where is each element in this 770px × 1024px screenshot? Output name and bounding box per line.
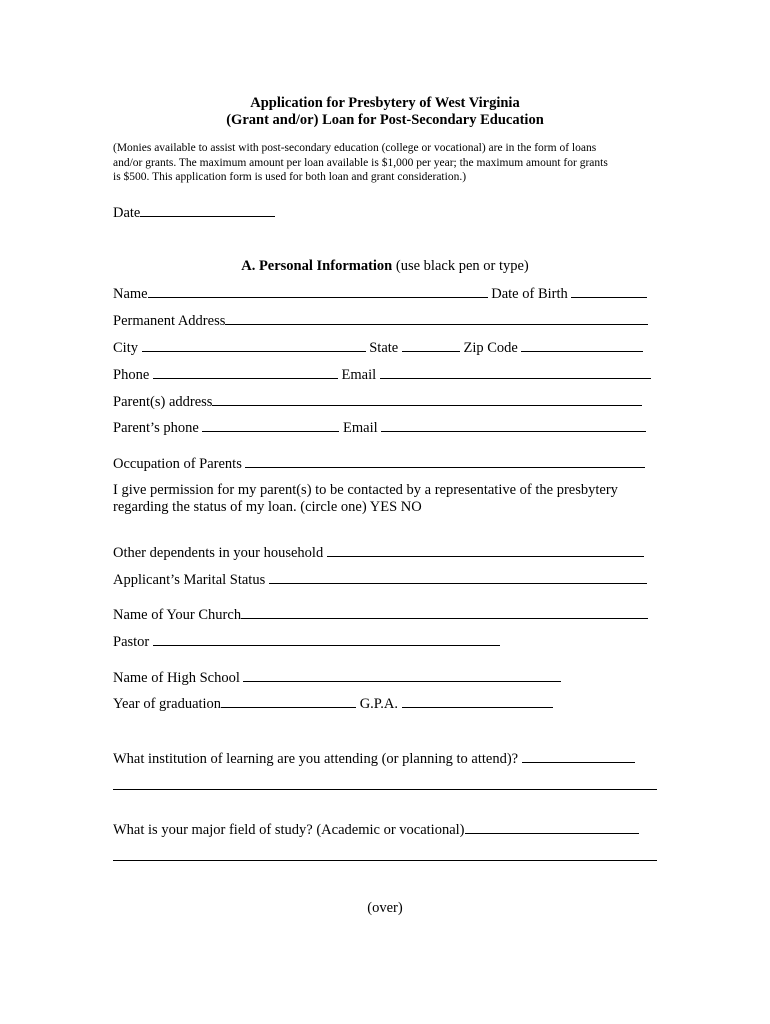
- permanent-address-label: Permanent Address: [113, 313, 226, 329]
- city-label: City: [113, 340, 142, 356]
- date-label: Date: [113, 205, 141, 221]
- date-row: [113, 203, 275, 222]
- zip-code-label: Zip Code: [459, 340, 522, 356]
- church-field[interactable]: [241, 605, 648, 619]
- email-field[interactable]: [380, 365, 651, 379]
- date-of-birth-label: Date of Birth: [487, 286, 572, 302]
- graduation-gpa-row: [113, 694, 553, 713]
- page-footer-over: (over): [367, 900, 403, 916]
- zip-code-field[interactable]: [521, 338, 643, 352]
- gpa-field[interactable]: [402, 694, 553, 708]
- church-row: [113, 605, 648, 624]
- name-row: [113, 284, 647, 303]
- year-of-graduation-field[interactable]: [221, 694, 356, 708]
- permanent-address-row: [113, 311, 648, 330]
- occupation-field[interactable]: [245, 454, 645, 468]
- pastor-field[interactable]: [153, 632, 500, 646]
- pastor-label: Pastor: [113, 634, 153, 650]
- major-row: [113, 820, 639, 839]
- phone-field[interactable]: [153, 365, 338, 379]
- occupation-row: [113, 454, 645, 473]
- occupation-label: Occupation of Parents: [113, 456, 246, 472]
- intro-line: and/or grants. The maximum amount per loan available is $1,000 per year; the maximum amount for grants: [113, 156, 608, 169]
- marital-status-row: [113, 570, 647, 589]
- email-label: Email: [337, 367, 380, 383]
- institution-label: What institution of learning are you attending (or planning to attend)?: [113, 751, 522, 767]
- church-label: Name of Your Church: [113, 607, 242, 623]
- major-field[interactable]: [465, 820, 639, 834]
- high-school-field[interactable]: [243, 668, 561, 682]
- other-dependents-row: [113, 543, 644, 562]
- high-school-row: [113, 668, 561, 687]
- phone-email-row: [113, 365, 651, 384]
- gpa-label: G.P.A.: [356, 696, 402, 712]
- date-of-birth-field[interactable]: [571, 284, 647, 298]
- parents-email-label: Email: [339, 420, 382, 436]
- state-field[interactable]: [402, 338, 460, 352]
- section-a-note: (use black pen or type): [392, 258, 529, 274]
- institution-continuation-field[interactable]: [113, 789, 657, 790]
- permanent-address-field[interactable]: [225, 311, 648, 325]
- intro-paragraph: [113, 141, 663, 185]
- date-field[interactable]: [140, 203, 275, 217]
- other-dependents-label: Other dependents in your household: [113, 545, 327, 561]
- parents-phone-label: Parent’s phone: [113, 420, 203, 436]
- intro-line: (Monies available to assist with post-secondary education (college or vocational) are in the form of loans: [113, 142, 597, 154]
- marital-status-field[interactable]: [269, 570, 647, 584]
- state-label: State: [365, 340, 402, 356]
- major-label: What is your major field of study? (Academic or vocational): [113, 822, 465, 838]
- city-state-zip-row: [113, 338, 643, 357]
- section-a-heading: [0, 258, 770, 275]
- parents-phone-email-row: [113, 418, 646, 437]
- intro-line: is $500. This application form is used for both loan and grant consideration.): [113, 171, 467, 183]
- form-title-line1: Application for Presbytery of West Virginia: [250, 95, 520, 111]
- institution-field[interactable]: [522, 749, 635, 763]
- high-school-label: Name of High School: [113, 670, 244, 686]
- parents-address-field[interactable]: [212, 392, 642, 406]
- name-field[interactable]: [148, 284, 488, 298]
- permission-line-2: regarding the status of my loan. (circle one) YES NO: [113, 499, 422, 515]
- marital-status-label: Applicant’s Marital Status: [113, 572, 269, 588]
- year-of-graduation-label: Year of graduation: [113, 696, 222, 712]
- city-field[interactable]: [142, 338, 366, 352]
- other-dependents-field[interactable]: [327, 543, 644, 557]
- institution-row: [113, 749, 635, 768]
- name-label: Name: [113, 286, 148, 302]
- parents-email-field[interactable]: [381, 418, 646, 432]
- form-title-line2: (Grant and/or) Loan for Post-Secondary Education: [226, 112, 544, 128]
- major-continuation-field[interactable]: [113, 860, 657, 861]
- parents-address-row: [113, 392, 642, 411]
- permission-line-1: I give permission for my parent(s) to be contacted by a representative of the presbytery: [113, 482, 618, 498]
- section-a-title: A. Personal Information: [241, 258, 393, 274]
- parents-phone-field[interactable]: [202, 418, 339, 432]
- phone-label: Phone: [113, 367, 153, 383]
- pastor-row: [113, 632, 500, 651]
- parents-address-label: Parent(s) address: [113, 394, 213, 410]
